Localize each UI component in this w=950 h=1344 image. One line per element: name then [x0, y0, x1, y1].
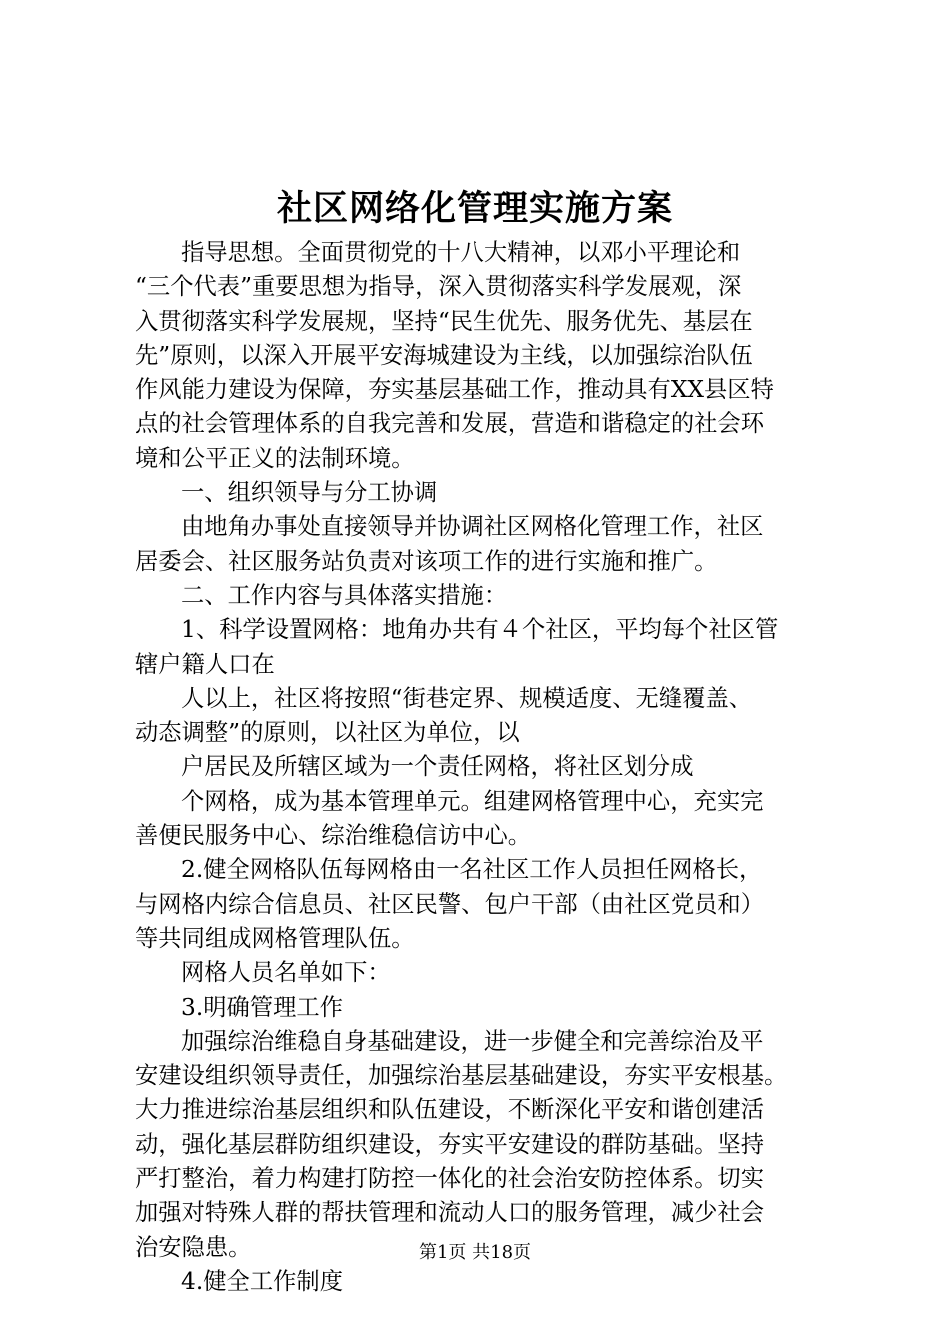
- text-line: 辖户籍人口在: [135, 650, 275, 678]
- heading-item-3: [135, 991, 835, 1025]
- text-line: 等共同组成网格管理队伍。: [135, 924, 415, 952]
- text-line: 1、科学设置网格：地角办共有４个社区，平均每个社区管: [181, 616, 779, 644]
- text-line: 严打整治，着力构建打防控一体化的社会治安防控体系。切实: [135, 1165, 765, 1193]
- text-line: 善便民服务中心、综治维稳信访中心。: [135, 822, 532, 850]
- paragraph-item-3: [135, 1025, 835, 1265]
- text-line: 加强对特殊人群的帮扶管理和流动人口的服务管理，减少社会: [135, 1199, 765, 1227]
- section-heading: 3.明确管理工作: [181, 993, 344, 1021]
- text-line: 动态调整”的原则，以社区为单位，以: [135, 719, 520, 747]
- text-line: 户居民及所辖区域为一个责任网格，将社区划分成: [181, 753, 694, 781]
- text-line: 网格人员名单如下：: [181, 959, 391, 987]
- paragraph-guiding-thought: [135, 236, 835, 476]
- text-line: 大力推进综治基层组织和队伍建设，不断深化平安和谐创建活: [135, 1096, 765, 1124]
- text-line: 安建设组织领导责任，加强综治基层基础建设，夯实平安根基。: [135, 1062, 788, 1090]
- text-line: “三个代表”重要思想为指导，深入贯彻落实科学发展观，深: [135, 273, 742, 301]
- text-line: 先”原则，以深入开展平安海城建设为主线，以加强综治队伍: [135, 341, 753, 369]
- paragraph-item-1: [135, 613, 835, 682]
- paragraph-item-2: [135, 853, 835, 956]
- page-footer: 第1页 共18页: [418, 1242, 532, 1263]
- text-line: 由地角办事处直接领导并协调社区网格化管理工作，社区: [181, 513, 764, 541]
- section-heading: 一、组织领导与分工协调: [181, 479, 438, 507]
- text-line: 入贯彻落实科学发展规，坚持“民生优先、服务优先、基层在: [135, 307, 753, 335]
- text-line: 指导思想。全面贯彻党的十八大精神，以邓小平理论和: [181, 239, 741, 266]
- heading-section-2: [135, 579, 835, 613]
- text-line: 居委会、社区服务站负责对该项工作的进行实施和推广。: [135, 547, 718, 575]
- paragraph-grid-staff: [135, 956, 835, 990]
- section-heading: 4.健全工作制度: [181, 1267, 344, 1295]
- text-line: 人以上，社区将按照“街巷定界、规模适度、无缝覆盖、: [181, 684, 753, 712]
- paragraph-item-1-cont-c: [135, 785, 835, 854]
- section-heading: 二、工作内容与具体落实措施：: [181, 581, 508, 609]
- heading-item-4: [135, 1265, 835, 1299]
- text-line: 加强综治维稳自身基础建设，进一步健全和完善综治及平: [181, 1027, 764, 1055]
- text-line: 作风能力建设为保障，夯实基层基础工作，推动具有XX县区特: [135, 376, 774, 404]
- document-body: [135, 236, 835, 1299]
- text-line: 2.健全网格队伍每网格由一名社区工作人员担任网格长，: [181, 856, 763, 884]
- paragraph-item-1-cont-a: [135, 682, 835, 751]
- text-line: 境和公平正义的法制环境。: [135, 444, 415, 472]
- document-title: 社区网络化管理实施方案: [276, 188, 673, 229]
- heading-section-1: [135, 476, 835, 510]
- text-line: 治安隐患。: [135, 1233, 252, 1261]
- text-line: 个网格，成为基本管理单元。组建网格管理中心，充实完: [181, 787, 764, 815]
- paragraph-item-1-cont-b: [135, 750, 835, 784]
- text-line: 点的社会管理体系的自我完善和发展，营造和谐稳定的社会环: [135, 410, 765, 438]
- text-line: 动，强化基层群防组织建设，夯实平安建设的群防基础。坚持: [135, 1130, 765, 1158]
- paragraph-section-1: [135, 510, 835, 579]
- text-line: 与网格内综合信息员、社区民警、包户干部（由社区党员和）: [135, 890, 765, 918]
